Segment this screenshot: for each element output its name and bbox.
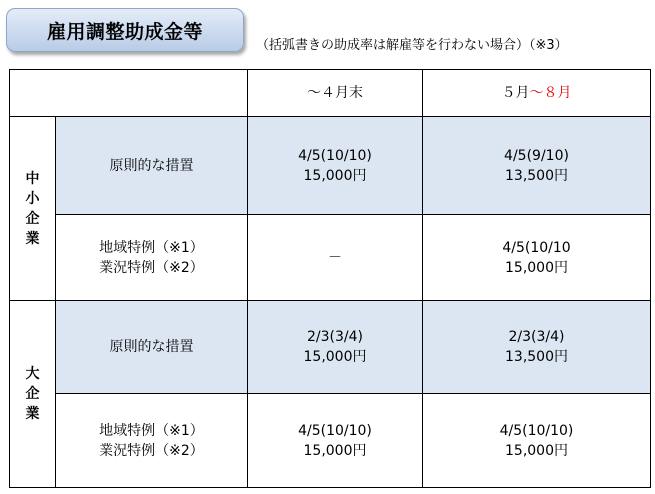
rate-cell-empty bbox=[248, 215, 423, 301]
rate-cell bbox=[423, 301, 651, 394]
amount-value: 13,500円 bbox=[505, 167, 568, 184]
rate-value: 2/3(3/4) bbox=[307, 329, 363, 345]
row-label-line: 原則的な措置 bbox=[109, 157, 194, 174]
subsidy-rate-note: （括弧書きの助成率は解雇等を行わない場合）（※3） bbox=[256, 38, 568, 53]
rate-cell bbox=[248, 117, 423, 215]
amount-value: 15,000円 bbox=[303, 167, 367, 184]
header-corner-cell bbox=[10, 70, 248, 117]
row-label-line: 地域特例（※1） bbox=[99, 422, 204, 439]
row-label-line: 原則的な措置 bbox=[109, 339, 194, 355]
amount-value: 15,000円 bbox=[505, 259, 568, 276]
title-box bbox=[6, 8, 244, 52]
rate-value: 4/5(10/10) bbox=[298, 147, 372, 164]
rate-value: 4/5(9/10) bbox=[504, 147, 569, 164]
amount-value: 15,000円 bbox=[303, 349, 367, 365]
table-row bbox=[10, 394, 651, 488]
header-period2-tail: ～８月 bbox=[529, 85, 572, 101]
group-label-char: 大 bbox=[25, 366, 40, 382]
rate-cell bbox=[423, 117, 651, 215]
rate-cell bbox=[248, 301, 423, 394]
page-title: 雇用調整助成金等 bbox=[46, 20, 203, 43]
row-label bbox=[56, 215, 248, 301]
group-label-large bbox=[10, 301, 56, 488]
row-label-line: 業況特例（※2） bbox=[99, 259, 204, 276]
row-label bbox=[56, 394, 248, 488]
rate-cell bbox=[423, 215, 651, 301]
rate-cell bbox=[248, 394, 423, 488]
row-label-line: 業況特例（※2） bbox=[99, 442, 204, 459]
rate-value: 4/5(10/10) bbox=[499, 422, 574, 439]
table-row bbox=[10, 301, 651, 394]
group-label-char: 企 bbox=[25, 210, 40, 227]
subsidy-table bbox=[9, 69, 651, 488]
header-row bbox=[10, 70, 651, 117]
header-period1: ～４月末 bbox=[248, 70, 423, 117]
header-period2 bbox=[423, 70, 651, 117]
table-row bbox=[10, 215, 651, 301]
group-label-char: 企 bbox=[25, 386, 40, 402]
group-label-char: 業 bbox=[25, 230, 40, 247]
dash-value: － bbox=[328, 249, 342, 266]
amount-value: 13,500円 bbox=[505, 349, 568, 365]
group-label-char: 業 bbox=[25, 406, 40, 422]
group-label-sme bbox=[10, 117, 56, 301]
rate-value: 4/5(10/10) bbox=[298, 422, 372, 439]
amount-value: 15,000円 bbox=[505, 442, 568, 459]
group-label-char: 小 bbox=[25, 190, 40, 207]
amount-value: 15,000円 bbox=[303, 442, 367, 459]
header-period2-month: ５月 bbox=[501, 85, 530, 101]
row-label bbox=[56, 301, 248, 394]
rate-cell bbox=[423, 394, 651, 488]
row-label bbox=[56, 117, 248, 215]
table-row bbox=[10, 117, 651, 215]
group-label-char: 中 bbox=[25, 170, 40, 187]
row-label-line: 地域特例（※1） bbox=[99, 239, 204, 256]
rate-value: 4/5(10/10 bbox=[502, 239, 571, 256]
rate-value: 2/3(3/4) bbox=[508, 329, 565, 345]
